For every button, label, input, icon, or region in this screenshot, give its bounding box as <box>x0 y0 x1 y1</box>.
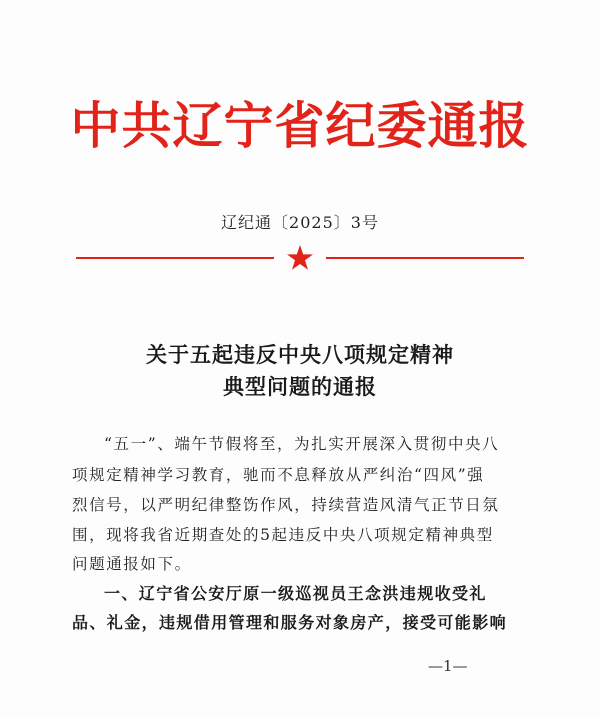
star-icon <box>286 244 314 272</box>
paragraph-line-3: 烈信号，以严明纪律整饬作风，持续营造风清气正节日氛 <box>72 496 500 514</box>
paragraph-line-2: 项规定精神学习教育，驰而不息释放从严纠治“四风”强 <box>72 466 485 484</box>
paragraph-line-4: 围，现将我省近期查处的5起违反中央八项规定精神典型 <box>72 526 494 544</box>
red-divider <box>76 244 524 272</box>
divider-line-left <box>76 257 274 259</box>
star-shape <box>287 245 313 270</box>
divider-line-right <box>326 257 524 259</box>
page-number: —1— <box>428 657 468 675</box>
section-heading-line-2: 品、礼金，违规借用管理和服务对象房产，接受可能影响 <box>72 613 508 632</box>
paragraph-line-1: “五一”、端午节假将至，为扎实开展深入贯彻中央八 <box>104 435 500 453</box>
notice-title-line-2: 典型问题的通报 <box>223 374 377 399</box>
section-heading-line-1: 一、辽宁省公安厅原一级巡视员王念洪违规收受礼 <box>104 584 487 603</box>
document-number: 辽纪通〔2025〕3号 <box>221 213 379 232</box>
masthead-title: 中共辽宁省纪委通报 <box>70 96 530 155</box>
notice-title-line-1: 关于五起违反中央八项规定精神 <box>146 342 454 367</box>
paragraph-line-5: 问题通报如下。 <box>72 555 192 573</box>
